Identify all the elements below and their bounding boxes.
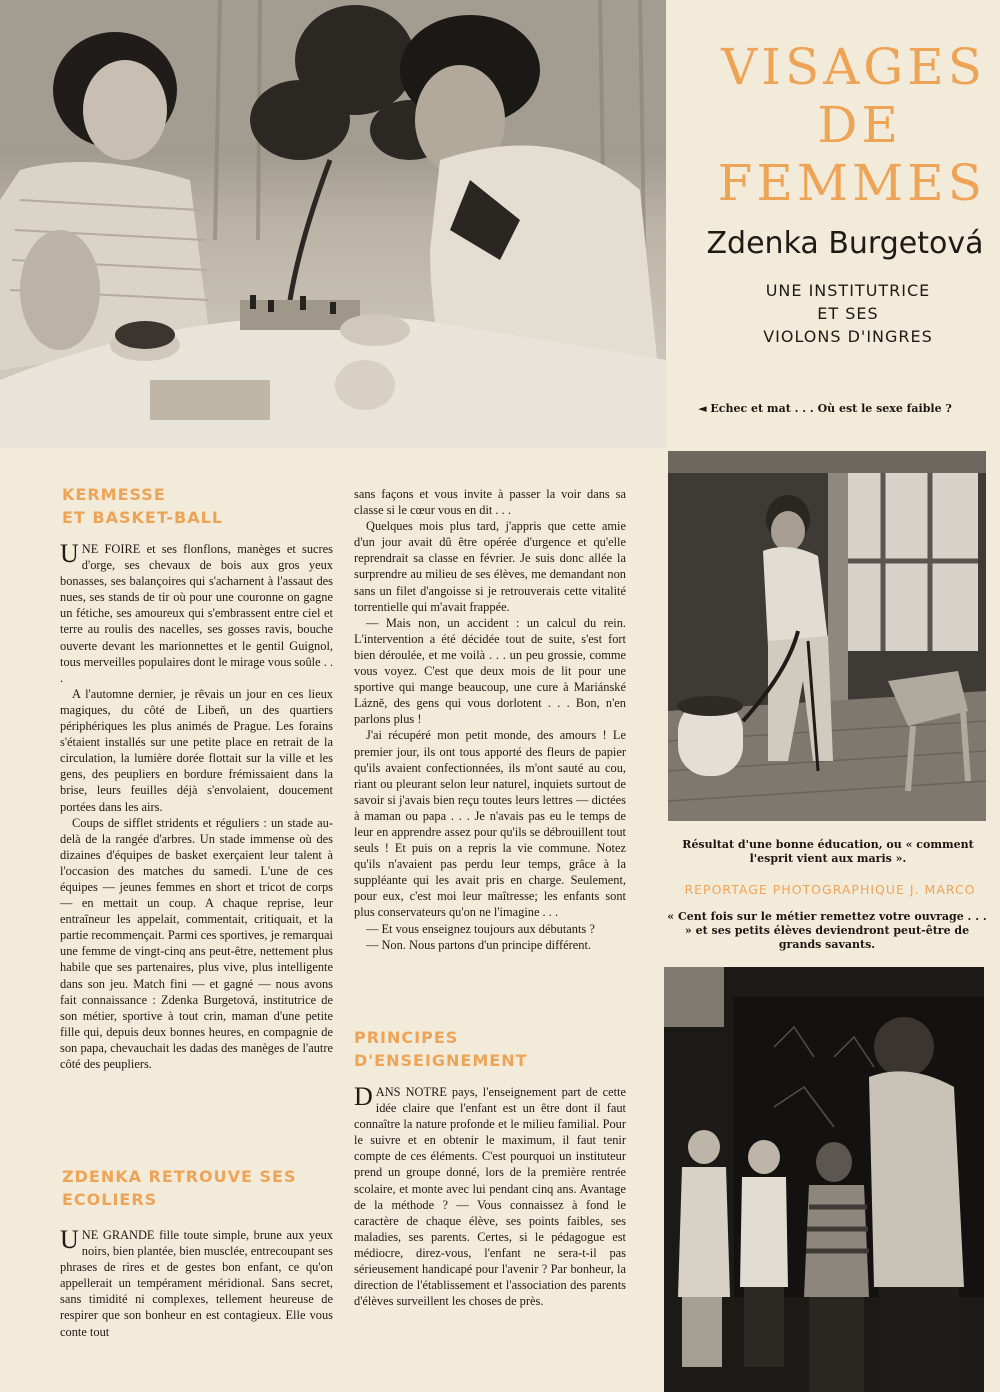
photo-chess-scene — [0, 0, 666, 448]
section2-heading-line1: ZDENKA RETROUVE SES — [62, 1167, 297, 1186]
section1-body — [60, 541, 333, 1072]
section1-paragraph-1: UNE FOIRE et ses flonflons, manèges et sucres d'orge, ses chevaux de bois aux gros yeux bonasses, ses balançoires qui s'acharnent à l'assaut des nues, ses stands de tir où pour une couronne on gagne un fétiche, ses amoureux qui s'embrassent entre ciel et terre au roulis des nacelles, ses gosses ravis, bouche ouverte devant les marionnettes et le gentil Guignol, tous merveilles populaires dont le mirage vous soûle . . . — [60, 539, 333, 685]
section3-paragraph-1: DANS NOTRE pays, l'enseignement part de cette idée claire que l'enfant est un être dont il faut connaître la nature profonde et le milieu familial. Pour le suivre et en obtenir le maximum, il faut tenir compte de ces éléments. C'est pourquoi un instituteur prend un groupe donné, lors de la première rentrée scolaire, et monte avec lui pendant cinq ans. Avantage de la méthode ? — Vous connaissez à fond le caractère de chaque élève, ses points faibles, ses maladies, ses parents. Certes, si le pédagogue est médiocre, direz-vous, l'enfant ne sera-t-il pas sérieusement handicapé pour l'avenir ? Par bonheur, la direction de l'établissement et l'association des parents d'élèves surveillent les choses de près. — [354, 1082, 626, 1309]
section1-dropcap: U — [60, 539, 79, 568]
column2-paragraph-5: — Et vous enseignez toujours aux débutants ? — [366, 921, 595, 936]
section2-dropcap: U — [60, 1225, 79, 1254]
photo-man-vacuuming — [668, 451, 986, 821]
title-line-1: VISAGES — [721, 38, 986, 96]
section2-heading-line2: ECOLIERS — [62, 1190, 158, 1209]
subtitle-line-1: UNE INSTITUTRICE — [765, 281, 931, 300]
section2-paragraph-1: UNE GRANDE fille toute simple, brune aux yeux noirs, bien plantée, bien musclée, entrecoupant ses phrases de rires et de gestes bon enfant, ce qu'on appellerait un tempérament méridional. Sans secret, sans timidité ni complexes, tellement heureuse de respirer que son bonheur en est contagieux. Elle vous conte tout — [60, 1225, 333, 1339]
photo-credit: REPORTAGE PHOTOGRAPHIQUE J. MARCO — [684, 882, 976, 897]
section3-heading-line1: PRINCIPES — [354, 1028, 459, 1047]
caption-chess: ◄ Echec et mat . . . Où est le sexe faible ? — [698, 402, 952, 415]
section2-body — [60, 1227, 333, 1340]
section1-heading-line1: KERMESSE — [62, 485, 166, 504]
caption-classroom: « Cent fois sur le métier remettez votre ouvrage . . . » et ses petits élèves deviendront peut-être de grands savants. — [667, 910, 987, 951]
subject-name: Zdenka Burgetová — [706, 226, 984, 261]
column2-paragraph-3: — Mais non, un accident : un calcul du rein. L'intervention a été décidée tout de suite, s'est fort bien déroulée, et me voilà . . . un peu grossie, comme vous voyez. C'est que deux mois de lit pour une sportive qui mange beaucoup, une cure à Mariánské Lázně, des gens qui vous dorlotent . . . Bon, n'en parlons plus ! — [354, 615, 626, 727]
subtitle-line-2: ET SES — [817, 304, 879, 323]
section3-heading-line2: D'ENSEIGNEMENT — [354, 1051, 528, 1070]
section1-paragraph-3: Coups de sifflet stridents et réguliers : un stade au-delà de la rangée d'arbres. Un stade immense où des dizaines d'équipes de basket exerçaient leur talent à l'occasion des matches du samedi. L'une de ces équipes — jeunes femmes en short et tricot de corps — en mettait un coup. A chaque reprise, leur entraîneur les appelait, commentait, critiquait, et la partie recommençait. Parmi ces sportives, je remarquai une femme de vingt-cinq ans peut-être, nettement plus habile que ses partenaires, plus vive, plus intelligente dans son jeu. Match fini — et gagné — nous avons fait connaissance : Zdenka Burgetová, institutrice de son métier, sportive à tout crin, maman d'une petite fille qui, depuis deux bonnes heures, en compagnie de son papa, chevauchait les dadas des manèges de l'autre côté des peupliers. — [60, 815, 333, 1071]
column2-paragraph-4: J'ai récupéré mon petit monde, des amours ! Le premier jour, ils ont tous apporté des fleurs de papier qu'ils avaient confectionnées, ils m'ont sauté au cou, riant ou pleurant selon leur naturel, inquiets surtout de savoir si j'avais bien reçu toutes leurs lettres — dictées à maman ou papa . . . Je n'avais pas eu le temps de leur en apprendre assez pour qu'ils se débrouillent tout seuls ! Et puis on a repris la vie commune. Notez qu'ils n'avaient pas perdu leur temps, grâce à la suppléante qui les avait pris en charge. Seulement, pour eux, c'est moi leur maîtresse; les enfants sont plus conservateurs qu'on ne l'imagine . . . — [354, 728, 626, 920]
column2-paragraph-2: Quelques mois plus tard, j'appris que cette amie d'un jour avait dû être opérée d'urgence et qu'elle reprendrait sa classe en février. Je suis donc allée la surprendre au milieu de ses élèves, me demandant non sans un filet d'angoisse si je retrouverais cette vitalité torrentielle qui m'avait frappée. — [354, 519, 626, 614]
title-line-3: FEMMES — [717, 154, 986, 212]
section1-paragraph-2: A l'automne dernier, je rêvais un jour en ces lieux magiques, du côté de Libeň, un des quartiers périphériques les plus animés de Prague. Les forains s'étaient installés sur une petite place en retrait de la circulation, la lumière dorée flottait sur la ville et les gens, des peupliers en bordure frémissaient dans la brise, leurs feuilles déjà s'envolaient, doucement portées dans les airs. — [60, 686, 333, 814]
column2-paragraph-6: — Non. Nous partons d'un principe différent. — [366, 937, 591, 952]
section3-body — [354, 1084, 626, 1309]
subtitle-line-3: VIOLONS D'INGRES — [763, 327, 933, 346]
section3-dropcap: D — [354, 1082, 373, 1111]
column2-paragraph-1: sans façons et vous invite à passer la voir dans sa classe si le cœur vous en dit . . . — [354, 487, 626, 518]
photo-classroom-blackboard — [664, 967, 984, 1392]
caption-vacuum: Résultat d'une bonne éducation, ou « comment l'esprit vient aux maris ». — [682, 838, 974, 865]
column2-body — [354, 486, 626, 953]
section1-heading-line2: ET BASKET-BALL — [62, 508, 224, 527]
title-line-2: DE — [817, 96, 902, 154]
